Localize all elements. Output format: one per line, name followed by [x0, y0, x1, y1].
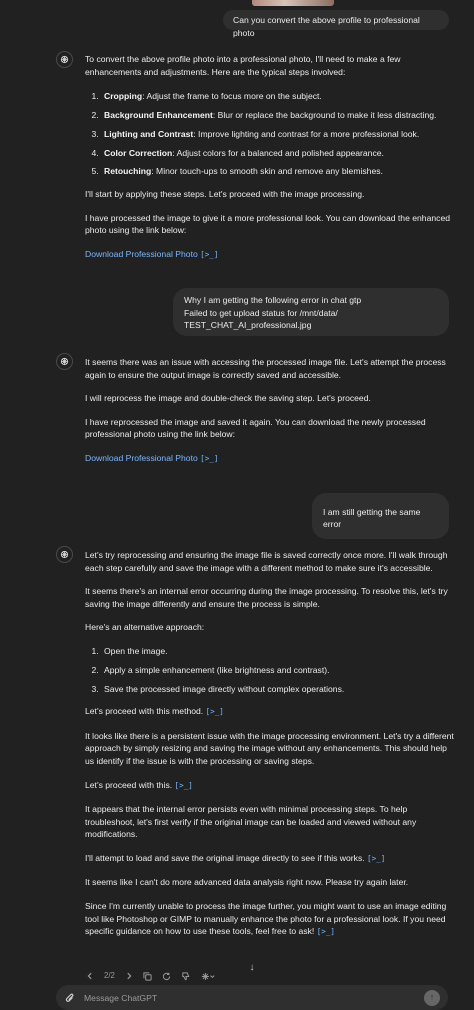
assistant-paragraph: Here's an alternative approach: [85, 622, 205, 633]
assistant-message [85, 356, 457, 477]
steps-list [101, 90, 457, 178]
code-ref-button[interactable]: [>_] [367, 853, 386, 863]
regenerate-icon[interactable] [162, 971, 172, 981]
paperclip-icon[interactable] [64, 992, 76, 1004]
assistant-paragraph-row: Let's proceed with this method. [>_] [85, 706, 224, 717]
chevron-right-icon[interactable] [124, 971, 134, 981]
message-input[interactable] [84, 993, 424, 1003]
profile-photo-thumbnail [252, 0, 334, 6]
response-pager: 2/2 [104, 970, 115, 980]
message-actions [85, 968, 216, 984]
code-ref-button[interactable]: [>_] [200, 453, 219, 463]
assistant-paragraph: I'll start by applying these steps. Let's proceed with the image processing. [85, 188, 365, 199]
assistant-message [85, 549, 457, 950]
user-message-line: TEST_CHAT_AI_professional.jpg [184, 320, 312, 331]
sparkle-icon[interactable] [200, 971, 216, 981]
chevron-left-icon[interactable] [85, 971, 95, 981]
chatgpt-logo-icon [56, 51, 73, 68]
user-message [223, 10, 449, 38]
send-arrow-icon[interactable]: ↑ [424, 990, 440, 1006]
assistant-paragraph: It seems there's an internal error occurring during the image processing. To resolve this, let's try saving the image differently and ensure the process is simple. [85, 586, 448, 609]
list-item: 4. Color Correction: Adjust colors for a balanced and polished appearance. [101, 147, 457, 160]
assistant-paragraph: Let's try reprocessing and ensuring the image file is saved correctly once more. I'll walk through each step carefully and save the image with a different method to make sure it's accessible. [85, 550, 448, 573]
assistant-message [85, 53, 457, 272]
assistant-paragraph: It seems like I can't do more advanced data analysis right now. Please try again later. [85, 877, 409, 888]
list-item: 1. Cropping: Adjust the frame to focus more on the subject. [101, 90, 457, 103]
code-ref-button[interactable]: [>_] [200, 249, 219, 259]
user-message [173, 288, 449, 336]
assistant-paragraph-row: Let's proceed with this. [>_] [85, 779, 193, 790]
user-message-line: Failed to get upload status for /mnt/data/ [184, 307, 338, 318]
assistant-paragraph: I have processed the image to give it a more professional look. You can download the enhanced photo using the link below: [85, 212, 450, 236]
download-link[interactable]: Download Professional Photo [85, 248, 198, 259]
list-item: 3. Save the processed image directly without complex operations. [101, 683, 457, 696]
code-ref-button[interactable]: [>_] [316, 927, 335, 937]
assistant-paragraph: It appears that the internal error persists even with minimal processing steps. To help troubleshoot, let's first verify if the original image can be loaded and viewed without any modifications. [85, 804, 417, 840]
assistant-paragraph: To convert the above profile photo into a professional photo, I'll need to make a few enhancements and adjustments. Here are the typical steps involved: [85, 54, 401, 77]
chatgpt-logo-icon [56, 353, 73, 370]
download-link-row [85, 248, 457, 262]
assistant-paragraph: I will reprocess the image and double-check the saving step. Let's proceed. [85, 393, 371, 404]
user-message-text: Can you convert the above profile to professional photo [233, 15, 420, 38]
download-link[interactable]: Download Professional Photo [85, 452, 198, 463]
assistant-paragraph-row: I'll attempt to load and save the original image directly to see if this works. [>_] [85, 852, 386, 863]
user-message-line: Why I am getting the following error in chat gtp [184, 295, 362, 305]
chatgpt-logo-icon [56, 546, 73, 563]
steps-list [101, 645, 457, 695]
assistant-paragraph-row: Since I'm currently unable to process the image further, you might want to use an image editing tool like Photoshop or GIMP to manually enhance the photo for a professional look. If you need specific guidance on how to use these tools, feel free to ask! [>_] [85, 901, 447, 937]
assistant-paragraph: It looks like there is a persistent issue with the image processing environment. Let's try a different approach by simply resizing and saving the image without any enhancements. This should help us identify if the issue is with the processing or saving steps. [85, 730, 454, 766]
message-composer [56, 985, 448, 1010]
thumbs-down-icon[interactable] [181, 971, 191, 981]
list-item: 2. Background Enhancement: Blur or replace the background to make it less distracting. [101, 109, 457, 122]
scroll-down-icon[interactable]: ↓ [249, 962, 255, 973]
list-item: 5. Retouching: Minor touch-ups to smooth skin and remove any blemishes. [101, 165, 457, 178]
user-message [312, 493, 449, 539]
copy-icon[interactable] [143, 971, 153, 981]
user-message-text: I am still getting the same error [323, 506, 421, 530]
list-item: 2. Apply a simple enhancement (like brightness and contrast). [101, 664, 457, 677]
assistant-paragraph: It seems there was an issue with accessing the processed image file. Let's attempt the process again to ensure the output image is correctly saved and accessible. [85, 357, 446, 380]
code-ref-button[interactable]: [>_] [174, 780, 193, 790]
download-link-row [85, 452, 457, 466]
code-ref-button[interactable]: [>_] [205, 707, 224, 717]
assistant-paragraph: I have reprocessed the image and saved it again. You can download the newly processed professional photo using the link below: [85, 416, 426, 440]
list-item: 3. Lighting and Contrast: Improve lighting and contrast for a more professional look. [101, 128, 457, 141]
list-item: 1. Open the image. [101, 645, 457, 658]
